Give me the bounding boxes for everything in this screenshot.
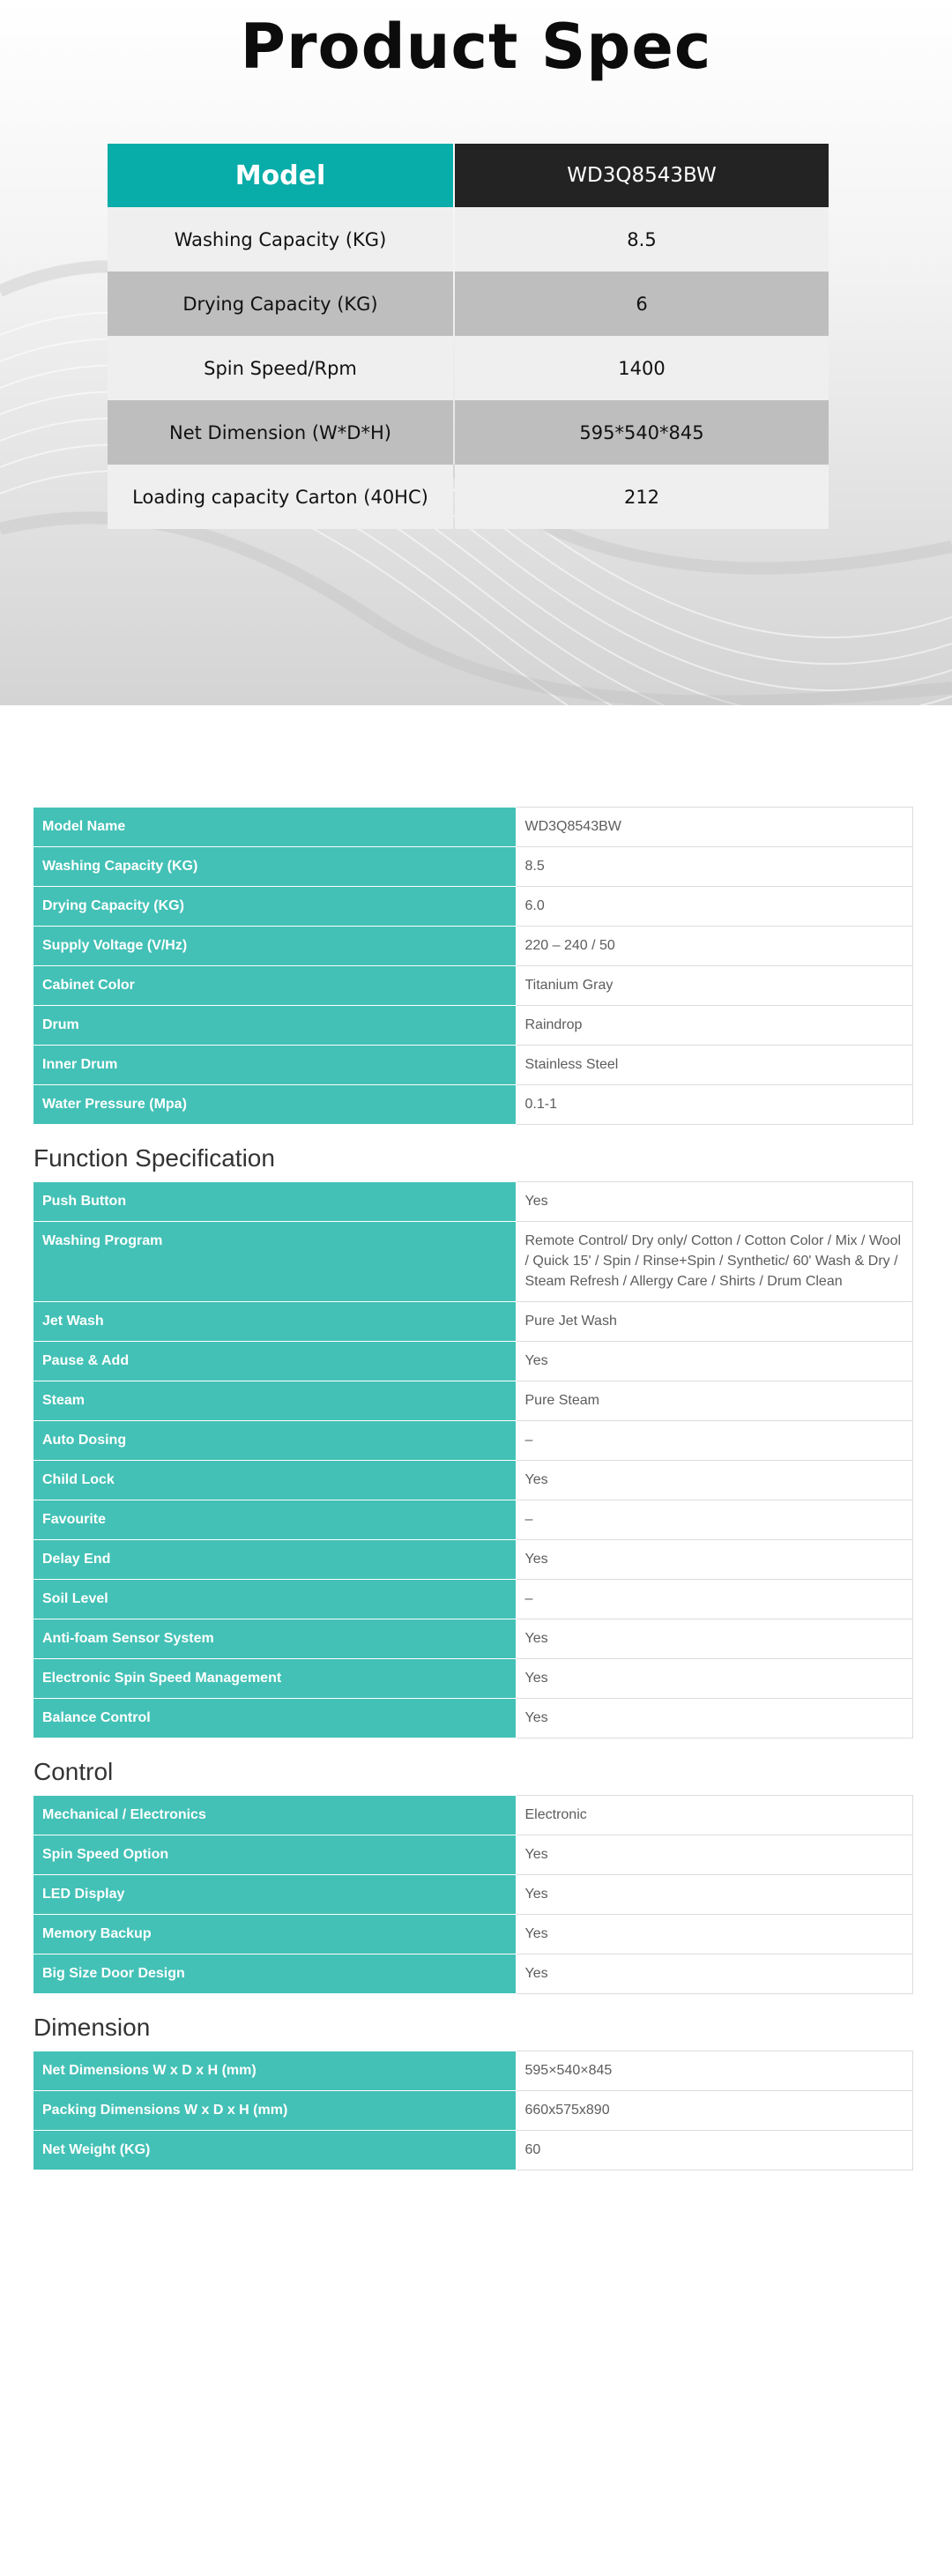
spec-value: 660x575x890 bbox=[516, 2091, 913, 2131]
table-row bbox=[33, 1619, 913, 1659]
spec-label: Delay End bbox=[33, 1540, 516, 1580]
summary-row bbox=[108, 207, 829, 272]
summary-row bbox=[108, 336, 829, 400]
summary-row-label: Loading capacity Carton (40HC) bbox=[108, 465, 453, 529]
spec-value: Yes bbox=[516, 1875, 913, 1915]
table-row bbox=[33, 1421, 913, 1461]
function-spec-table bbox=[33, 1181, 913, 1738]
spec-value: 220 – 240 / 50 bbox=[516, 927, 913, 966]
spec-label: Spin Speed Option bbox=[33, 1835, 516, 1875]
spec-label: Push Button bbox=[33, 1182, 516, 1222]
spec-value: Stainless Steel bbox=[516, 1046, 913, 1085]
spec-label: Favourite bbox=[33, 1500, 516, 1540]
spec-value: Pure Steam bbox=[516, 1381, 913, 1421]
spec-value: Raindrop bbox=[516, 1006, 913, 1046]
summary-row-label: Net Dimension (W*D*H) bbox=[108, 400, 453, 465]
spec-value: Titanium Gray bbox=[516, 966, 913, 1006]
spec-label: Model Name bbox=[33, 808, 516, 847]
table-row bbox=[33, 1796, 913, 1835]
table-row bbox=[33, 2131, 913, 2170]
spec-label: Net Weight (KG) bbox=[33, 2131, 516, 2170]
spec-label: Net Dimensions W x D x H (mm) bbox=[33, 2051, 516, 2091]
summary-row-label: Spin Speed/Rpm bbox=[108, 336, 453, 400]
spec-label: Big Size Door Design bbox=[33, 1954, 516, 1994]
table-row bbox=[33, 1699, 913, 1738]
spec-value: – bbox=[516, 1580, 913, 1619]
table-row bbox=[33, 1182, 913, 1222]
table-row bbox=[33, 1875, 913, 1915]
spec-value: WD3Q8543BW bbox=[516, 808, 913, 847]
summary-row-value: 212 bbox=[455, 465, 829, 529]
spec-label: Drum bbox=[33, 1006, 516, 1046]
general-spec-table bbox=[33, 807, 913, 1125]
table-row bbox=[33, 1006, 913, 1046]
spec-value: Yes bbox=[516, 1619, 913, 1659]
function-section-title: Function Specification bbox=[33, 1144, 275, 1172]
spec-value: 6.0 bbox=[516, 887, 913, 927]
spec-label: Supply Voltage (V/Hz) bbox=[33, 927, 516, 966]
spec-label: Soil Level bbox=[33, 1580, 516, 1619]
spec-value: Yes bbox=[516, 1835, 913, 1875]
spec-value: Yes bbox=[516, 1182, 913, 1222]
spec-value: Yes bbox=[516, 1342, 913, 1381]
summary-row-value: 1400 bbox=[455, 336, 829, 400]
table-row bbox=[33, 1500, 913, 1540]
spec-value: – bbox=[516, 1500, 913, 1540]
table-row bbox=[33, 1580, 913, 1619]
summary-row-label: Washing Capacity (KG) bbox=[108, 207, 453, 272]
table-row bbox=[33, 2051, 913, 2091]
table-row bbox=[33, 1659, 913, 1699]
table-row bbox=[33, 966, 913, 1006]
spec-value: Yes bbox=[516, 1954, 913, 1994]
table-row bbox=[33, 1302, 913, 1342]
dimension-section-title: Dimension bbox=[33, 2014, 151, 2041]
spec-label: Washing Program bbox=[33, 1222, 516, 1302]
spec-value: – bbox=[516, 1421, 913, 1461]
table-row bbox=[33, 1342, 913, 1381]
table-row bbox=[33, 808, 913, 847]
table-row bbox=[33, 847, 913, 887]
spec-value: 8.5 bbox=[516, 847, 913, 887]
table-row bbox=[33, 1381, 913, 1421]
spec-label: Electronic Spin Speed Management bbox=[33, 1659, 516, 1699]
summary-row-value: 6 bbox=[455, 272, 829, 336]
model-value: WD3Q8543BW bbox=[455, 144, 829, 207]
summary-header-row bbox=[108, 144, 829, 207]
spec-label: Drying Capacity (KG) bbox=[33, 887, 516, 927]
spec-label: Water Pressure (Mpa) bbox=[33, 1085, 516, 1125]
control-section-title: Control bbox=[33, 1758, 114, 1785]
spec-value: Remote Control/ Dry only/ Cotton / Cotton Color / Mix / Wool / Quick 15' / Spin / Rinse+Spin / Synthetic/ 60' Wash & Dry / Steam Refresh / Allergy Care / Shirts / Drum Clean bbox=[516, 1222, 913, 1302]
spec-value: 0.1-1 bbox=[516, 1085, 913, 1125]
summary-row bbox=[108, 272, 829, 336]
spec-value: Yes bbox=[516, 1915, 913, 1954]
table-row bbox=[33, 1046, 913, 1085]
summary-row-value: 8.5 bbox=[455, 207, 829, 272]
spec-value: Yes bbox=[516, 1540, 913, 1580]
model-label: Model bbox=[108, 144, 453, 207]
table-row bbox=[33, 1085, 913, 1125]
page-title: Product Spec bbox=[240, 11, 712, 83]
spec-value: Yes bbox=[516, 1699, 913, 1738]
spec-label: Mechanical / Electronics bbox=[33, 1796, 516, 1835]
spec-label: Jet Wash bbox=[33, 1302, 516, 1342]
table-row bbox=[33, 1540, 913, 1580]
table-row bbox=[33, 927, 913, 966]
spec-label: Steam bbox=[33, 1381, 516, 1421]
product-spec-hero bbox=[0, 0, 952, 705]
spec-label: Inner Drum bbox=[33, 1046, 516, 1085]
spec-label: Packing Dimensions W x D x H (mm) bbox=[33, 2091, 516, 2131]
control-spec-table bbox=[33, 1795, 913, 1994]
table-row bbox=[33, 1222, 913, 1302]
table-row bbox=[33, 1835, 913, 1875]
spec-value: Yes bbox=[516, 1461, 913, 1500]
dimension-spec-table bbox=[33, 2051, 913, 2170]
table-row bbox=[33, 887, 913, 927]
spec-value: 60 bbox=[516, 2131, 913, 2170]
summary-row-value: 595*540*845 bbox=[455, 400, 829, 465]
spec-label: Auto Dosing bbox=[33, 1421, 516, 1461]
spec-label: Pause & Add bbox=[33, 1342, 516, 1381]
spec-label: Child Lock bbox=[33, 1461, 516, 1500]
spec-label: Cabinet Color bbox=[33, 966, 516, 1006]
spec-label: Anti-foam Sensor System bbox=[33, 1619, 516, 1659]
summary-row bbox=[108, 400, 829, 465]
spec-value: Pure Jet Wash bbox=[516, 1302, 913, 1342]
spec-label: Memory Backup bbox=[33, 1915, 516, 1954]
summary-row-label: Drying Capacity (KG) bbox=[108, 272, 453, 336]
spec-value: Electronic bbox=[516, 1796, 913, 1835]
detailed-specifications bbox=[33, 807, 913, 2170]
spec-label: Balance Control bbox=[33, 1699, 516, 1738]
spec-value: Yes bbox=[516, 1659, 913, 1699]
spec-value: 595×540×845 bbox=[516, 2051, 913, 2091]
summary-spec-table bbox=[108, 144, 829, 529]
spec-label: Washing Capacity (KG) bbox=[33, 847, 516, 887]
table-row bbox=[33, 1954, 913, 1994]
table-row bbox=[33, 2091, 913, 2131]
spec-label: LED Display bbox=[33, 1875, 516, 1915]
summary-row bbox=[108, 465, 829, 529]
table-row bbox=[33, 1915, 913, 1954]
table-row bbox=[33, 1461, 913, 1500]
